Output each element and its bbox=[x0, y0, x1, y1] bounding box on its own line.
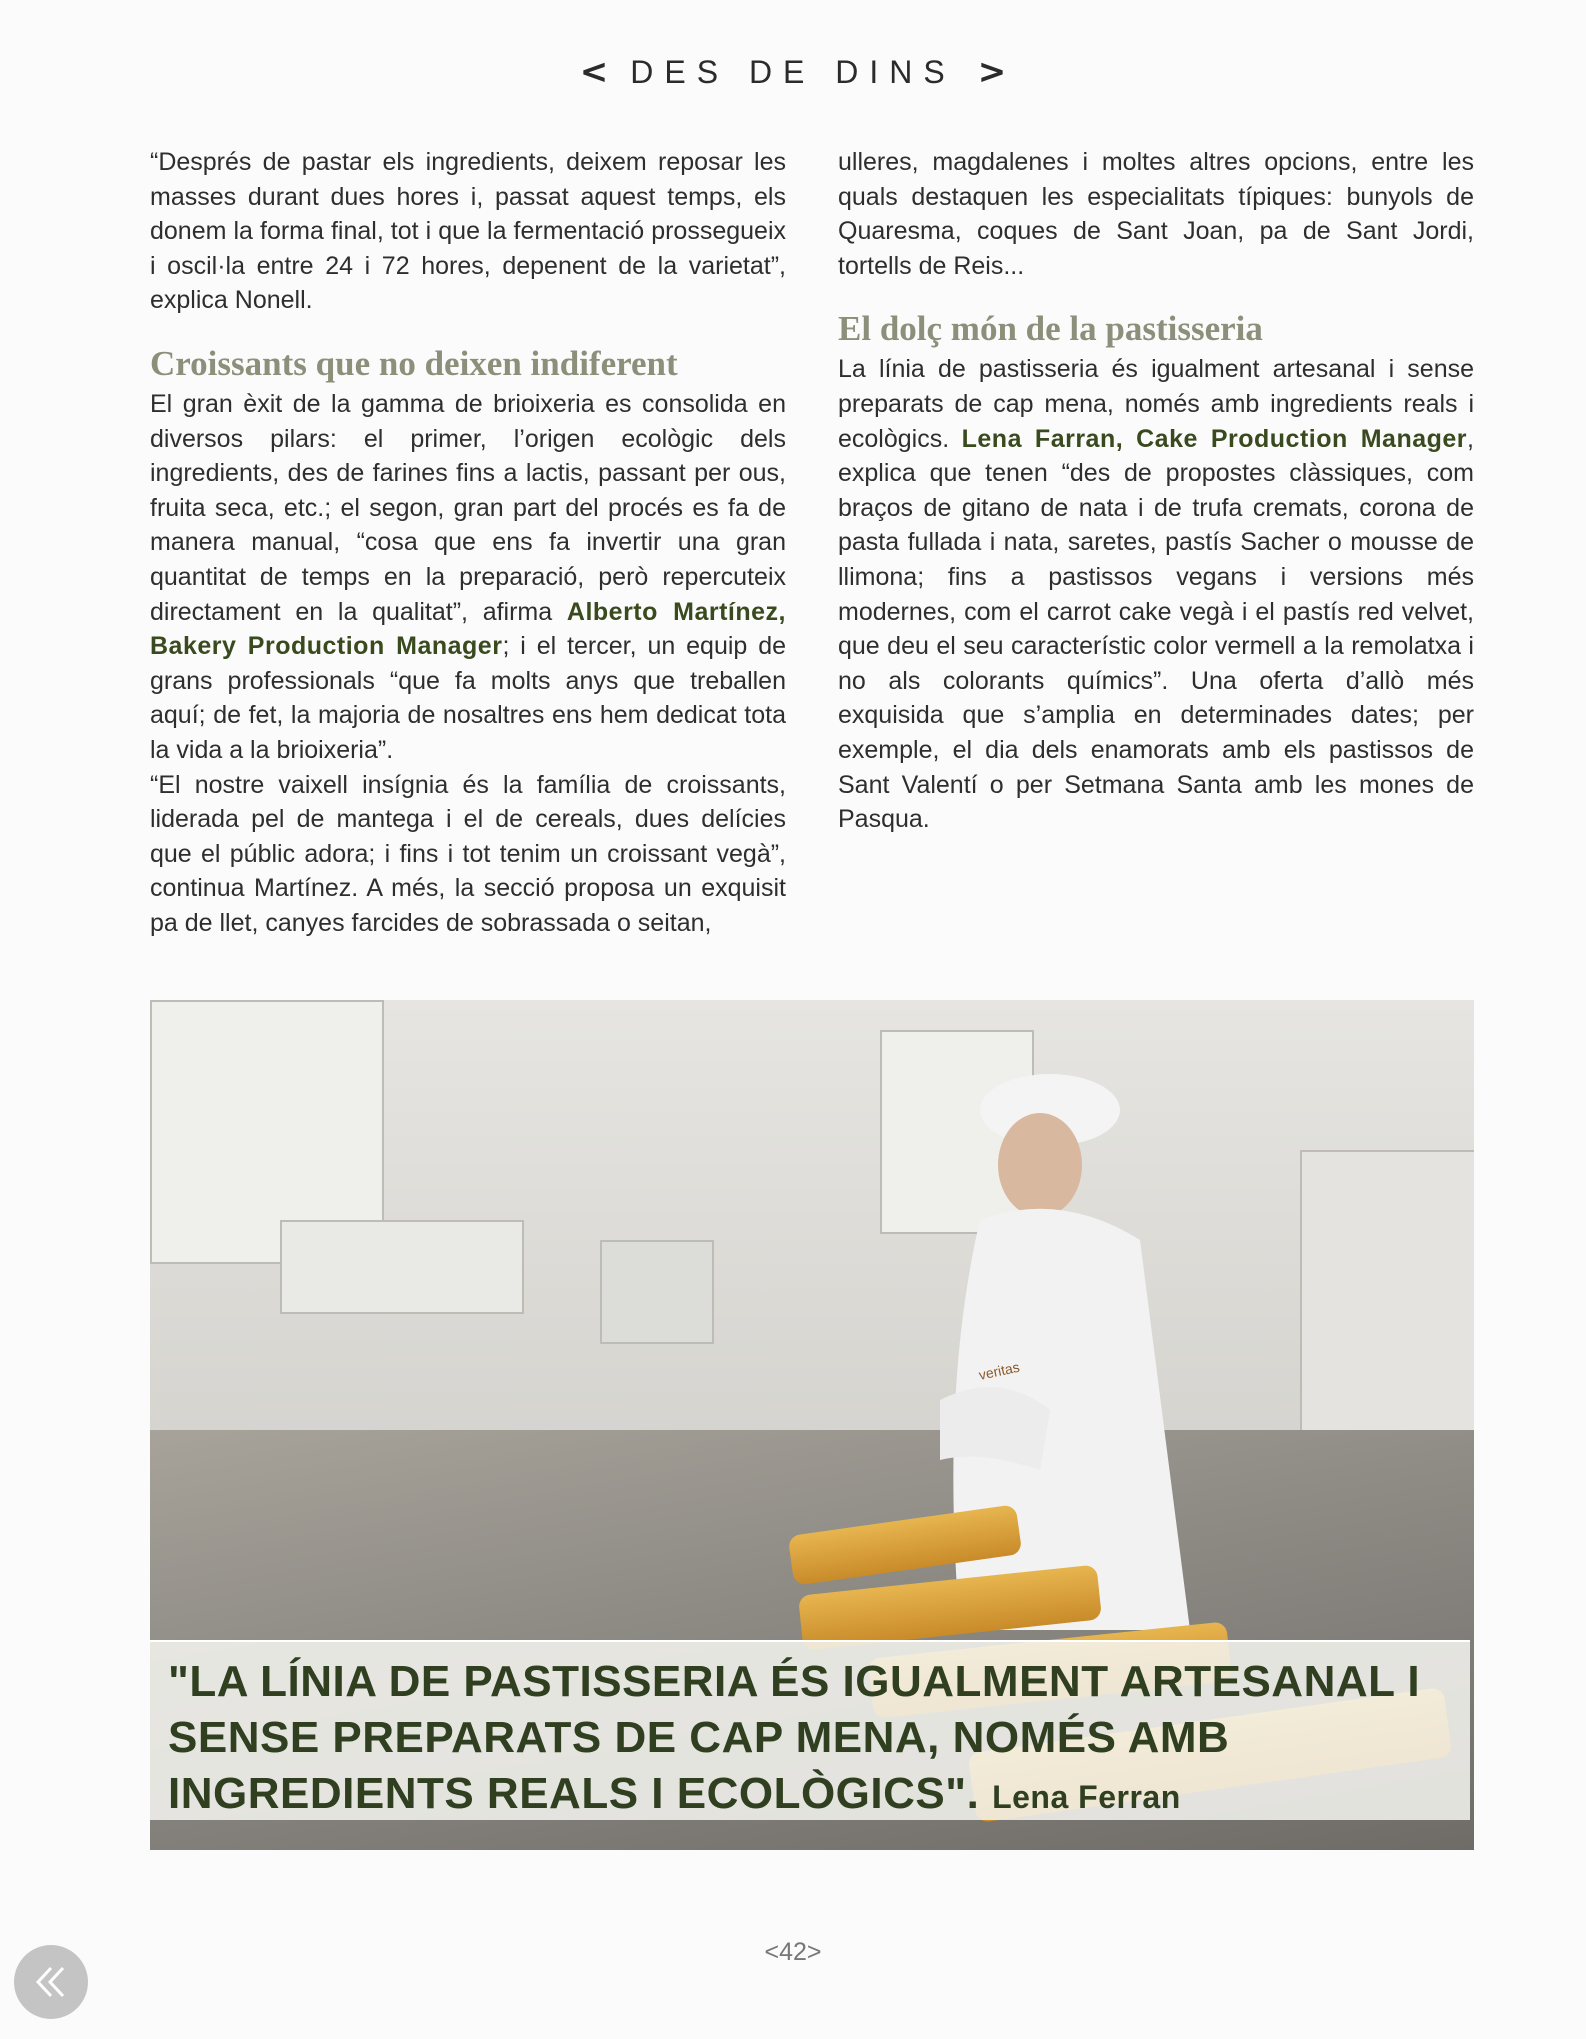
double-chevron-left-icon bbox=[31, 1962, 71, 2002]
paragraph-text: , explica que tenen “des de propostes clàssiques, com braços de gitano de nata i de trufa cremats, corona de pasta fullada i nata, saretes, pastís Sacher o mousse de llimona; fins a pastissos vegans i versions més modernes, com el carrot cake vegà i el pastís red velvet, que deu el seu característic color vermell a la remolatxa i no als colorants químics”. Una oferta d’allò més exquisida que s’amplia en determinades dates; per exemple, el dia dels enamorats amb els pastissos de Sant Valentí o per Setmana Santa amb les mones de Pasqua. bbox=[838, 424, 1474, 834]
back-button[interactable] bbox=[14, 1945, 88, 2019]
chevron-right-icon: > bbox=[806, 1938, 822, 1966]
chevron-left-icon: < bbox=[579, 52, 609, 92]
paragraph-text: La línia de pastisseria és igualment artesanal i sense preparats de cap mena, només amb ingredients reals i ecològics. bbox=[838, 355, 1474, 453]
pull-quote-author: Lena Ferran bbox=[992, 1779, 1181, 1815]
paragraph bbox=[150, 387, 786, 768]
pull-quote bbox=[150, 1640, 1470, 1820]
section-header bbox=[0, 52, 1586, 92]
paragraph: ulleres, magdalenes i moltes altres opcions, entre les quals destaquen les especialitats típiques: bunyols de Quaresma, coques de Sant Joan, pa de Sant Jordi, tortells de Reis... bbox=[838, 148, 1474, 280]
photo-machine bbox=[280, 1220, 524, 1314]
page-number bbox=[0, 1938, 1586, 1967]
chevron-right-icon: > bbox=[977, 52, 1007, 92]
paragraph-text: ; i el tercer, un equip de grans professionals “que fa molts anys que treballen aquí; de fet, la majoria de nosaltres ens hem dedicat tota la vida a la brioixeria”. bbox=[150, 632, 787, 764]
paragraph bbox=[838, 352, 1474, 836]
subheading: Croissants que no deixen indiferent bbox=[150, 343, 678, 383]
chevron-left-icon: < bbox=[764, 1938, 780, 1966]
photo-control-panel bbox=[600, 1240, 714, 1344]
highlighted-name: Lena Farran, Cake Production Manager bbox=[961, 424, 1468, 453]
highlighted-name: Alberto Martínez, Bakery Production Manager bbox=[150, 597, 786, 661]
paragraph: “El nostre vaixell insígnia és la família de croissants, liderada pel de mantega i el de cereals, dues delícies que el públic adora; i fins i tot tenim un croissant vegà”, continua Martínez. A més, la secció proposa un exquisit pa de llet, canyes farcides de sobrassada o seitan, bbox=[150, 770, 786, 937]
right-column bbox=[838, 145, 1474, 837]
page-number-value: 42 bbox=[779, 1938, 807, 1966]
section-title: DES DE DINS bbox=[630, 53, 956, 90]
pull-quote-text: "LA LÍNIA DE PASTISSERIA ÉS IGUALMENT ARTESANAL I SENSE PREPARATS DE CAP MENA, NOMÉS AMB INGREDIENTS REALS I ECOLÒGICS". bbox=[168, 1657, 1421, 1818]
paragraph-text: El gran èxit de la gamma de brioixeria es consolida en diversos pilars: el primer, l’origen ecològic dels ingredients, des de farines fins a lactis, passant per ous, fruita seca, etc.; el segon, gran part del procés es fa de manera manual, “cosa que ens fa invertir una gran quantitat de temps en la preparació, però repercuteix directament en la qualitat”, afirma bbox=[150, 389, 786, 626]
left-column bbox=[150, 145, 786, 940]
paragraph: “Després de pastar els ingredients, deixem reposar les masses durant dues hores i, passat aquest temps, els donem la forma final, tot i que la fermentació prossegueix i oscil·la entre 24 i 72 hores, depenent de la varietat”, explica Nonell. bbox=[150, 148, 786, 315]
apron-logo-text: veritas bbox=[977, 1358, 1021, 1383]
subheading: El dolç món de la pastisseria bbox=[838, 309, 1263, 349]
